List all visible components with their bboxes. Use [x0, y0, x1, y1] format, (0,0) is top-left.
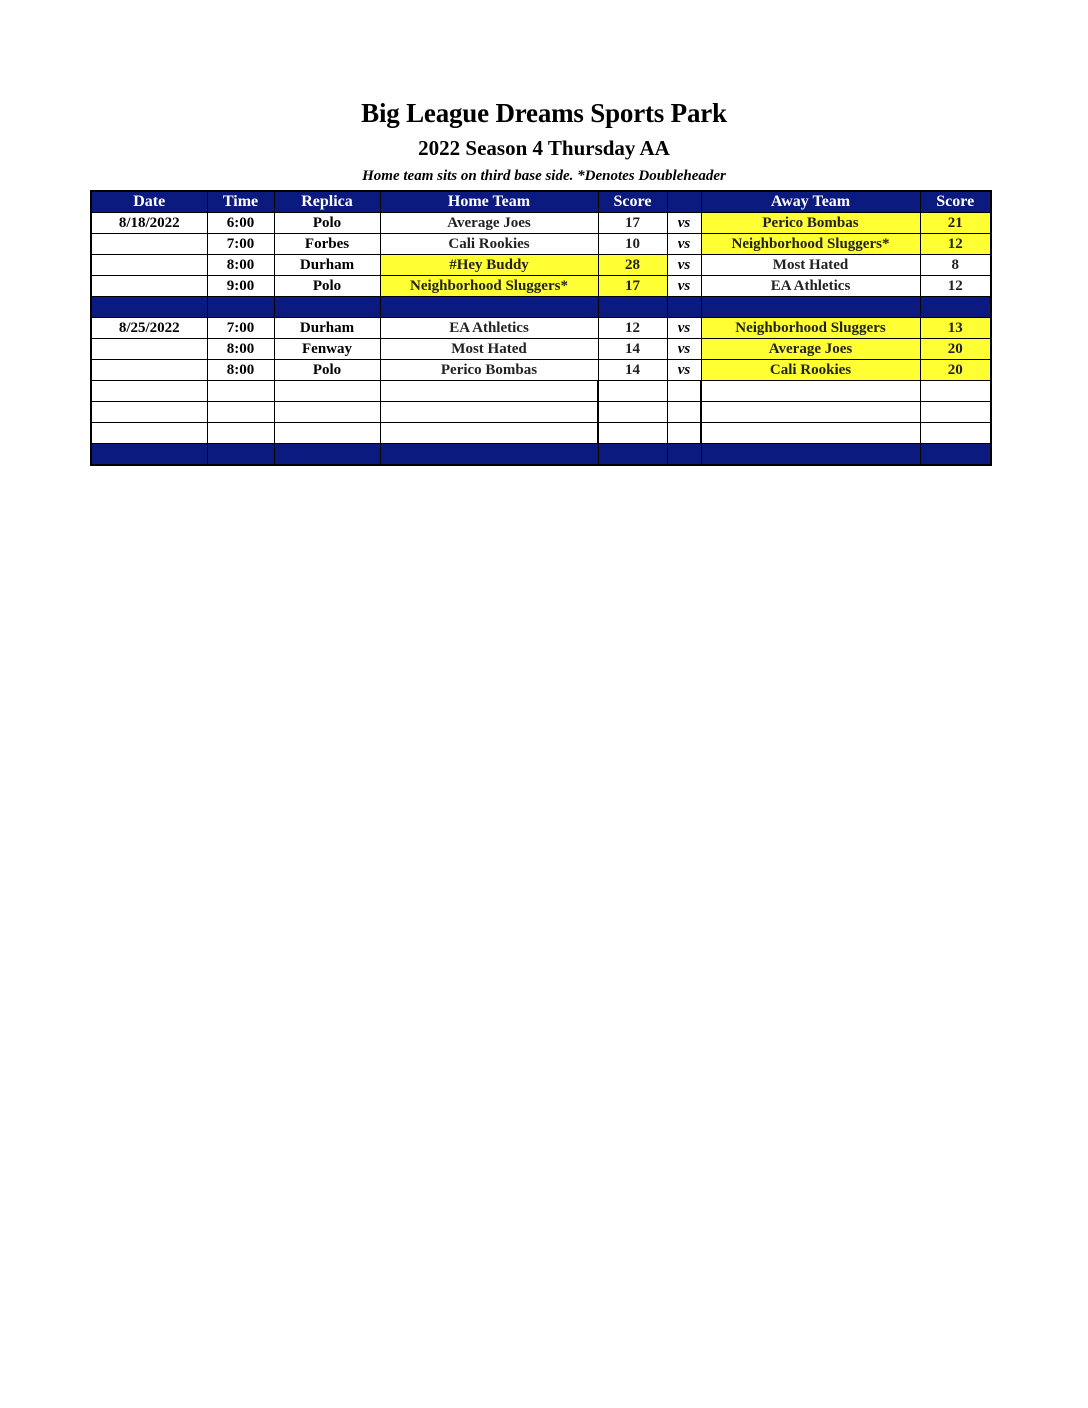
- game-time: 6:00: [207, 213, 274, 234]
- game-time: 9:00: [207, 276, 274, 297]
- away-team: EA Athletics: [701, 276, 920, 297]
- home-team: #Hey Buddy: [380, 255, 598, 276]
- game-date: [91, 339, 207, 360]
- game-time: 7:00: [207, 318, 274, 339]
- game-date: [91, 276, 207, 297]
- game-row: [91, 276, 991, 297]
- empty-rows: [91, 381, 991, 466]
- game-time: 8:00: [207, 339, 274, 360]
- page-title: Big League Dreams Sports Park: [361, 98, 727, 128]
- home-score: 17: [598, 213, 667, 234]
- vs-label: vs: [667, 360, 701, 381]
- vs-label: vs: [667, 318, 701, 339]
- game-row: [91, 339, 991, 360]
- home-score: 28: [598, 255, 667, 276]
- away-team: Most Hated: [701, 255, 920, 276]
- col-away-score: Score: [920, 191, 991, 213]
- game-date: [91, 255, 207, 276]
- away-score: 12: [920, 234, 991, 255]
- vs-label: vs: [667, 213, 701, 234]
- game-row: [91, 318, 991, 339]
- header-row: [91, 191, 991, 213]
- empty-row: [91, 402, 991, 423]
- home-score: 17: [598, 276, 667, 297]
- vs-label: vs: [667, 339, 701, 360]
- away-score: 20: [920, 360, 991, 381]
- home-score: 12: [598, 318, 667, 339]
- game-time: 8:00: [207, 255, 274, 276]
- home-score: 14: [598, 339, 667, 360]
- empty-row: [91, 381, 991, 402]
- away-score: 13: [920, 318, 991, 339]
- away-team: Cali Rookies: [701, 360, 920, 381]
- home-team: Most Hated: [380, 339, 598, 360]
- away-team: Neighborhood Sluggers: [701, 318, 920, 339]
- game-date: [91, 234, 207, 255]
- col-away-team: Away Team: [701, 191, 920, 213]
- game-field: Polo: [274, 213, 380, 234]
- away-score: 21: [920, 213, 991, 234]
- week-1-games: [91, 213, 991, 297]
- away-score: 8: [920, 255, 991, 276]
- away-team: Neighborhood Sluggers*: [701, 234, 920, 255]
- col-time: Time: [207, 191, 274, 213]
- week-separator: [91, 297, 991, 318]
- game-field: Durham: [274, 318, 380, 339]
- col-replica: Replica: [274, 191, 380, 213]
- col-vs: [667, 191, 701, 213]
- game-field: Polo: [274, 276, 380, 297]
- away-score: 20: [920, 339, 991, 360]
- home-score: 10: [598, 234, 667, 255]
- schedule-table: [90, 190, 992, 466]
- week-2-games: [91, 318, 991, 381]
- away-score: 12: [920, 276, 991, 297]
- col-date: Date: [91, 191, 207, 213]
- home-score: 14: [598, 360, 667, 381]
- game-row: [91, 234, 991, 255]
- col-home-score: Score: [598, 191, 667, 213]
- season-subtitle: 2022 Season 4 Thursday AA: [418, 136, 670, 160]
- game-date: [91, 360, 207, 381]
- game-date: 8/18/2022: [91, 213, 207, 234]
- game-field: Durham: [274, 255, 380, 276]
- game-field: Fenway: [274, 339, 380, 360]
- home-team: Average Joes: [380, 213, 598, 234]
- empty-row: [91, 423, 991, 444]
- game-time: 7:00: [207, 234, 274, 255]
- home-team: EA Athletics: [380, 318, 598, 339]
- col-home-team: Home Team: [380, 191, 598, 213]
- away-team: Average Joes: [701, 339, 920, 360]
- separator-row: [91, 297, 991, 318]
- home-team: Neighborhood Sluggers*: [380, 276, 598, 297]
- game-row: [91, 360, 991, 381]
- schedule-note: Home team sits on third base side. *Denotes Doubleheader: [362, 168, 726, 184]
- game-date: 8/25/2022: [91, 318, 207, 339]
- game-row: [91, 255, 991, 276]
- footer-row: [91, 444, 991, 466]
- vs-label: vs: [667, 276, 701, 297]
- game-field: Polo: [274, 360, 380, 381]
- vs-label: vs: [667, 255, 701, 276]
- vs-label: vs: [667, 234, 701, 255]
- game-field: Forbes: [274, 234, 380, 255]
- game-time: 8:00: [207, 360, 274, 381]
- home-team: Perico Bombas: [380, 360, 598, 381]
- home-team: Cali Rookies: [380, 234, 598, 255]
- game-row: [91, 213, 991, 234]
- away-team: Perico Bombas: [701, 213, 920, 234]
